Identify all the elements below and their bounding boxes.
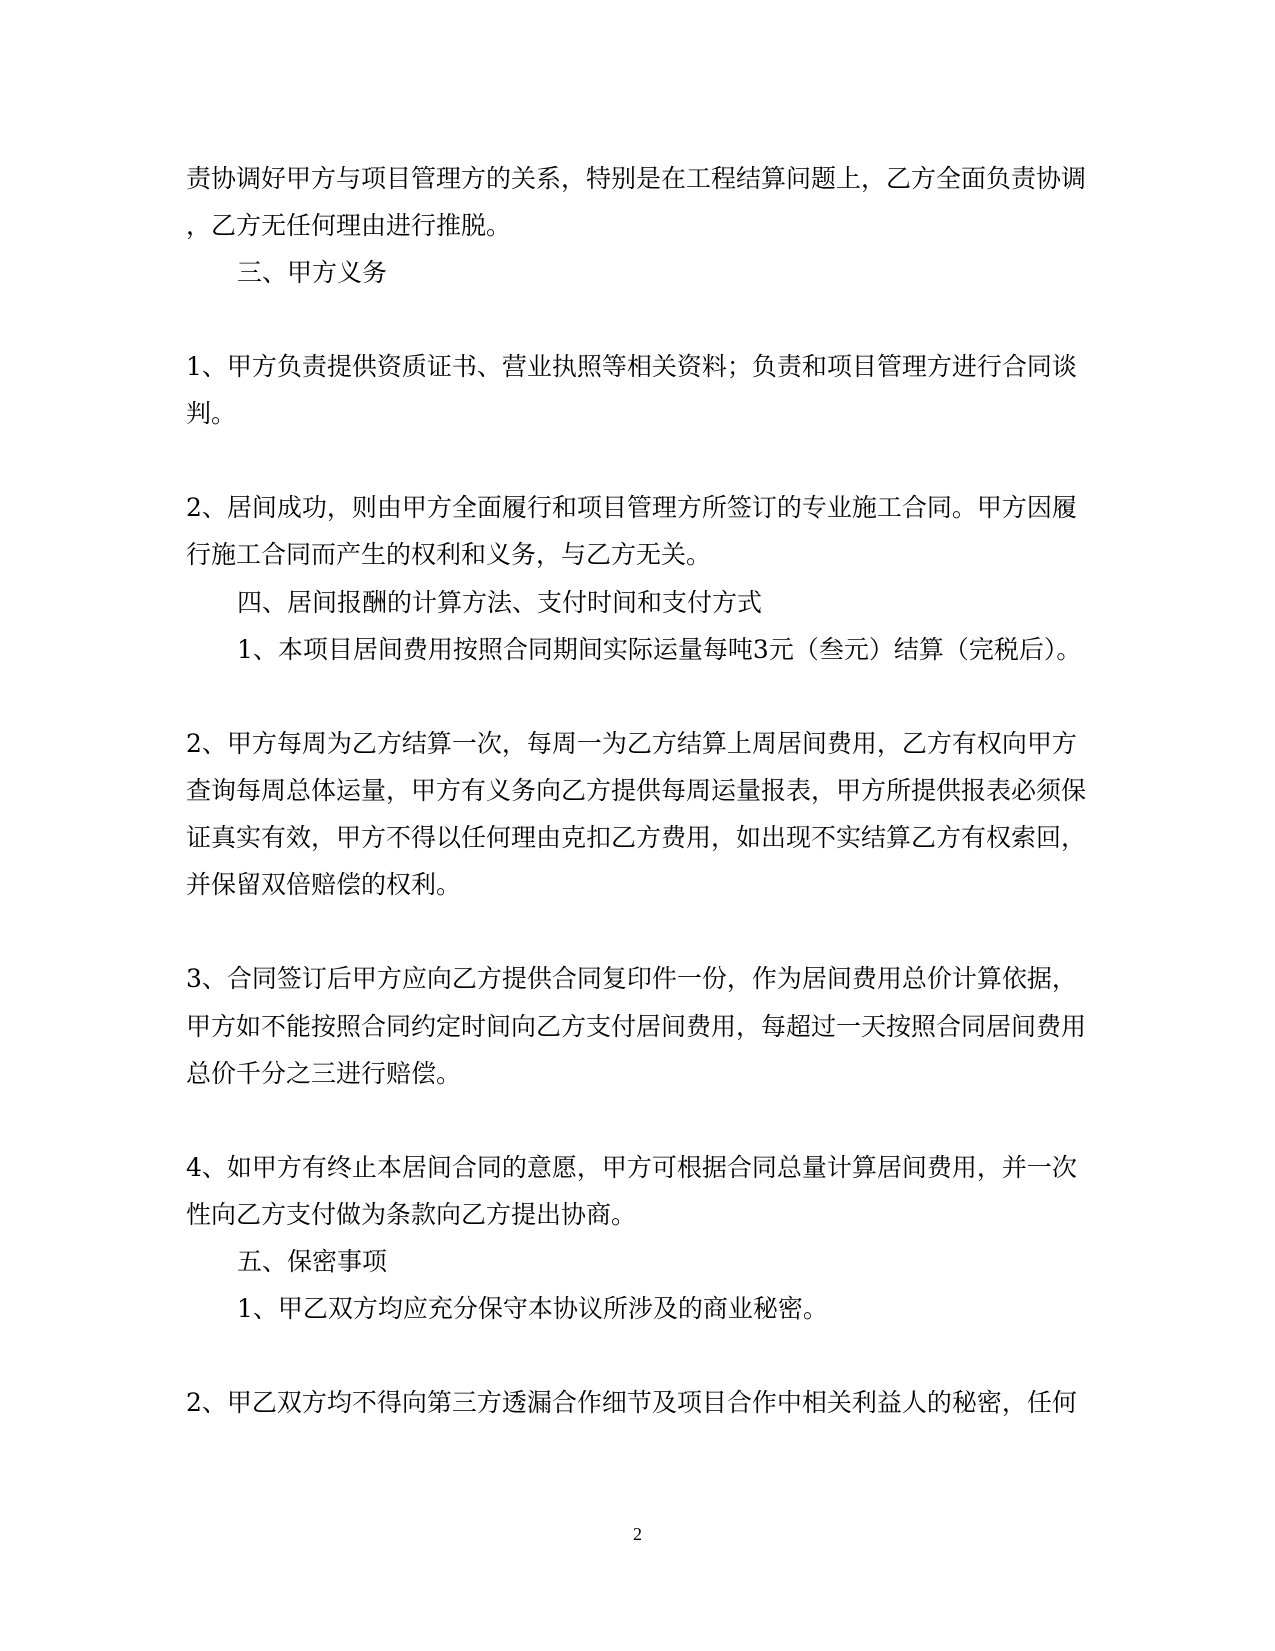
paragraph-line: 性向乙方支付做为条款向乙方提出协商。 bbox=[186, 1200, 637, 1229]
section-heading: 三、甲方义务 bbox=[237, 258, 388, 287]
paragraph-line: 3、合同签订后甲方应向乙方提供合同复印件一份，作为居间费用总价计算依据， bbox=[186, 964, 1077, 993]
paragraph-line: 1、本项目居间费用按照合同期间实际运量每吨3元（叁元）结算（完税后）。 bbox=[237, 635, 1082, 664]
paragraph-line: 责协调好甲方与项目管理方的关系，特别是在工程结算问题上，乙方全面负责协调 bbox=[186, 164, 1087, 193]
paragraph-line: 2、甲方每周为乙方结算一次，每周一为乙方结算上周居间费用，乙方有权向甲方 bbox=[186, 729, 1077, 758]
paragraph-line: 查询每周总体运量，甲方有义务向乙方提供每周运量报表，甲方所提供报表必须保 bbox=[186, 776, 1087, 805]
paragraph-line: 2、甲乙双方均不得向第三方透漏合作细节及项目合作中相关利益人的秘密，任何 bbox=[186, 1388, 1077, 1417]
paragraph-line: 2、居间成功，则由甲方全面履行和项目管理方所签订的专业施工合同。甲方因履 bbox=[186, 493, 1077, 522]
paragraph-line: 1、甲方负责提供资质证书、营业执照等相关资料；负责和项目管理方进行合同谈 bbox=[186, 352, 1077, 381]
paragraph-line: 并保留双倍赔偿的权利。 bbox=[186, 870, 462, 899]
paragraph-line: 甲方如不能按照合同约定时间向乙方支付居间费用，每超过一天按照合同居间费用 bbox=[186, 1012, 1087, 1041]
paragraph-line: 4、如甲方有终止本居间合同的意愿，甲方可根据合同总量计算居间费用，并一次 bbox=[186, 1153, 1077, 1182]
paragraph-line: ，乙方无任何理由进行推脱。 bbox=[186, 211, 512, 240]
paragraph-line: 行施工合同而产生的权利和义务，与乙方无关。 bbox=[186, 540, 712, 569]
section-heading: 四、居间报酬的计算方法、支付时间和支付方式 bbox=[237, 588, 763, 617]
section-heading: 五、保密事项 bbox=[237, 1247, 388, 1276]
paragraph-line: 证真实有效，甲方不得以任何理由克扣乙方费用，如出现不实结算乙方有权索回， bbox=[186, 823, 1087, 852]
page-number: 2 bbox=[633, 1524, 642, 1544]
paragraph-line: 1、甲乙双方均应充分保守本协议所涉及的商业秘密。 bbox=[237, 1294, 828, 1323]
paragraph-line: 总价千分之三进行赔偿。 bbox=[186, 1059, 462, 1088]
paragraph-line: 判。 bbox=[186, 399, 237, 428]
